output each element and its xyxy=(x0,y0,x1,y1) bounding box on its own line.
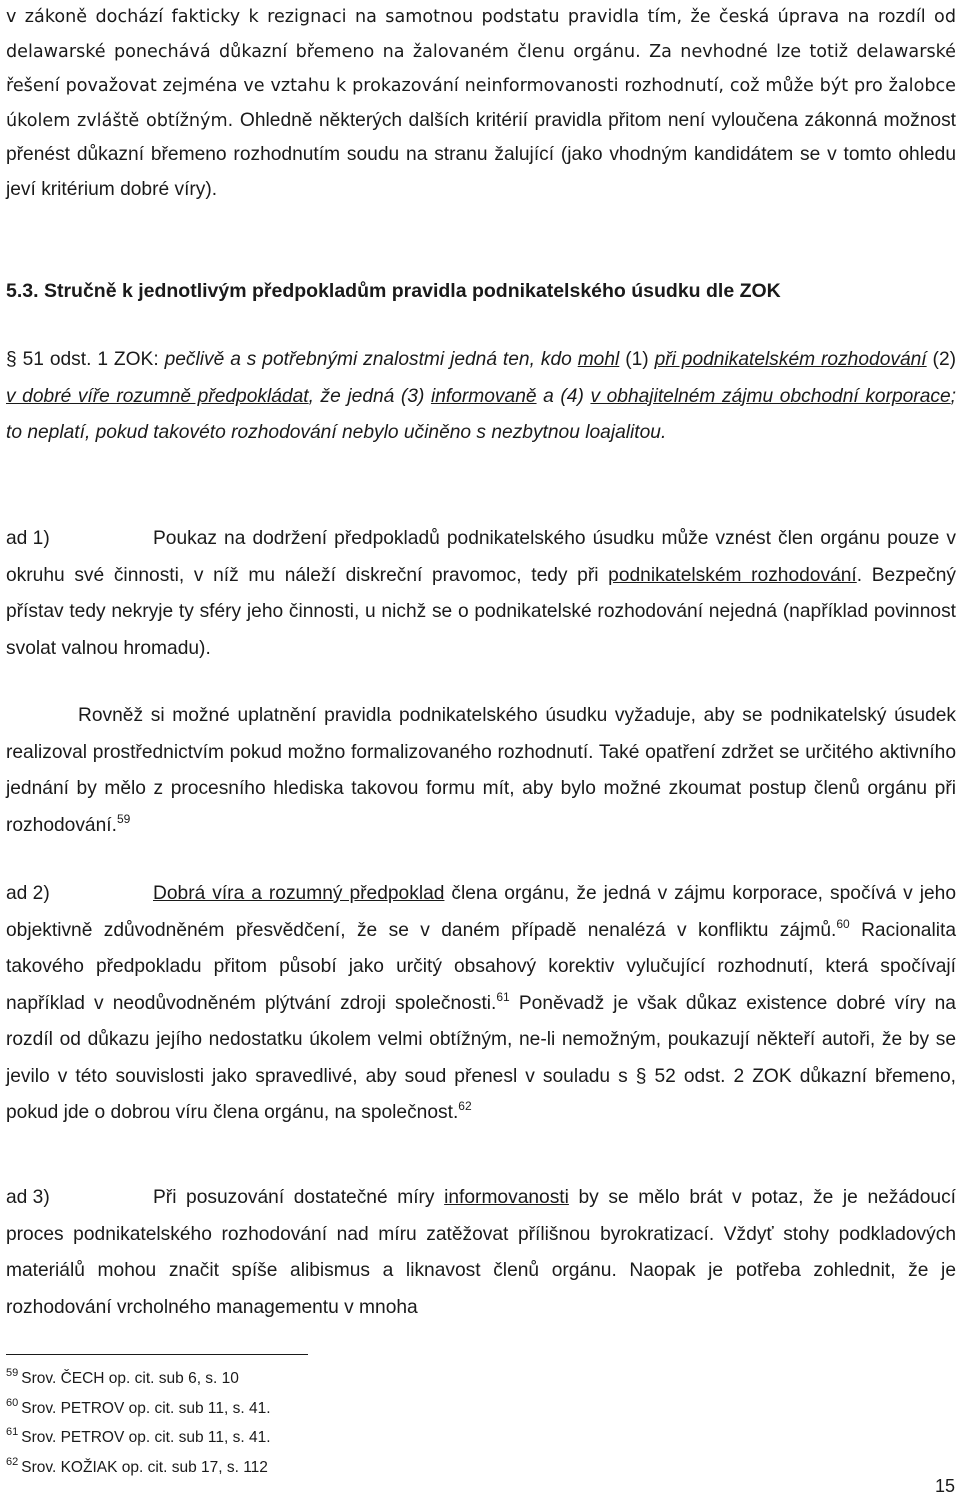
ad3-text-2: by se mělo brát v potaz, že je nežádoucí proces podnikatelského rozhodování nad míru zatěžovat přílišnou byrokratizací. Vždyť stohy podkladových materiálů mohou značit spíše alibismus a liknavost členů orgánu. Naopak je potřeba zohlednit, že je rozhodování vrcholného managementu v mnoha xyxy=(6,1187,956,1318)
footnote-text: Srov. ČECH op. cit. sub 6, s. 10 xyxy=(21,1370,239,1387)
rule-criterion-2: v dobré víře rozumně předpokládat xyxy=(6,385,309,407)
rule-text-2: , že jedná (3) xyxy=(308,385,431,407)
footnote-61 xyxy=(6,1423,606,1453)
footnote-ref-60[interactable]: 60 xyxy=(836,916,850,931)
rule-ref: § 51 odst. 1 ZOK: xyxy=(6,349,165,370)
footnote-number: 60 xyxy=(6,1396,19,1409)
ad2-text-3: Poněvadž je však důkaz existence dobré víry na rozdíl od důkazu jejího nedostatku úkolem velmi obtížným, ne-li nemožným, poukazují někteří autoři, že by se jevilo v této souvislosti jako spravedlivé, aby soud přenesl v souladu s § 52 odst. 2 ZOK důkazní břemeno, pokud jde o dobrou víru člena orgánu, na společnost. xyxy=(6,992,956,1123)
intro-text-1: v zákoně dochází fakticky k rezignaci na samotnou podstatu pravidla tím, že česká úprava na rozdíl od delawarské ponechává důkazní břemeno na žalovaném členu orgánu. Za nevhodné lze totiž delawarské řešení považovat zejména ve vztahu k prokazování neinformovanosti rozhodnutí, což může být pro žalobce úkolem zvláště obtížným. xyxy=(6,7,956,131)
rule-num-4: a (4) xyxy=(536,385,591,407)
paragraph-intro xyxy=(6,0,956,207)
paragraph-ad3 xyxy=(6,1180,956,1326)
footnote-ref-62[interactable]: 62 xyxy=(458,1099,472,1113)
footnote-number: 59 xyxy=(6,1367,19,1379)
paragraph-form xyxy=(6,698,956,844)
ad1-text-2: . Bezpečný přístav tedy nekryje ty sféry jeho činnosti, u nichž se o podnikatelské rozhodování nejedná (například povinnost svolat valnou hromadu). xyxy=(6,564,957,659)
paragraph-rule xyxy=(6,342,956,452)
footnote-ref-61[interactable]: 61 xyxy=(496,989,510,1004)
ad2-text-1: člena orgánu, že jedná v zájmu korporace, spočívá v jeho objektivně zdůvodněném přesvědčení, že se v daném případě nenalézá v konfliktu zájmů. xyxy=(6,883,956,941)
form-text: Rovněž si možné uplatnění pravidla podnikatelského úsudku vyžaduje, aby se podnikatelský úsudek realizoval prostřednictvím pokud možno formalizovaného rozhodnutí. Také opatření zdržet se určitého aktivního jednání by mělo z procesního hlediska takovou formu mít, aby bylo možné zkoumat postup členů orgánu při rozhodování. xyxy=(6,705,956,836)
intro-text-2: Ohledně některých dalších kritérií pravidla přitom není vyloučena zákonná možnost přenést důkazní břemeno rozhodnutím soudu na stranu žalující (jako vhodným kandidátem se v tomto ohledu jeví kritérium dobré víry). xyxy=(6,109,957,200)
paragraph-ad1 xyxy=(6,521,956,667)
footnote-text: Srov. KOŽIAK op. cit. sub 17, s. 112 xyxy=(21,1458,268,1476)
footnote-list xyxy=(6,1364,606,1482)
rule-text-3: ; to neplatí, pokud takovéto rozhodování nebylo učiněno s nezbytnou loajalitou. xyxy=(6,385,956,443)
footnote-62 xyxy=(6,1453,606,1483)
rule-mohl: mohl xyxy=(577,349,620,370)
rule-criterion-4: v obhajitelném zájmu obchodní korporace xyxy=(590,385,951,407)
section-heading: 5.3. Stručně k jednotlivým předpokladům pravidla podnikatelského úsudku dle ZOK xyxy=(6,280,781,302)
footnote-ref-59[interactable]: 59 xyxy=(116,811,131,826)
footnote-text: Srov. PETROV op. cit. sub 11, s. 41. xyxy=(21,1429,271,1446)
ad1-text-1: Poukaz na dodržení předpokladů podnikatelského úsudku může vznést člen orgánu pouze v okruhu své činnosti, v níž mu náleží diskreční pravomoc, tedy při xyxy=(6,528,956,586)
ad3-underlined: informovanosti xyxy=(444,1187,569,1208)
paragraph-ad2 xyxy=(6,876,956,1132)
rule-criterion-3: informovaně xyxy=(430,385,537,407)
footnote-text: Srov. PETROV op. cit. sub 11, s. 41. xyxy=(21,1399,271,1417)
footnote-number: 62 xyxy=(6,1455,19,1468)
rule-text-1: pečlivě a s potřebnými znalostmi jedná ten, kdo xyxy=(164,349,578,370)
ad2-underlined: Dobrá víra a rozumný předpoklad xyxy=(153,883,445,904)
footnote-divider xyxy=(6,1354,308,1355)
footnote-60 xyxy=(6,1394,606,1424)
ad3-text-1: Při posuzování dostatečné míry xyxy=(153,1187,445,1208)
footnote-number: 61 xyxy=(6,1426,19,1438)
rule-num-2: (2) xyxy=(926,349,956,370)
rule-num-1: (1) xyxy=(619,349,655,370)
rule-criterion-1: při podnikatelském rozhodování xyxy=(654,349,927,370)
page-number: 15 xyxy=(934,1476,955,1496)
ad2-label: ad 2) xyxy=(6,883,50,904)
ad1-underlined: podnikatelském rozhodování xyxy=(608,564,857,586)
ad2-text-2: Racionalita takového předpokladu přitom působí jako určitý obsahový korektiv vylučující rozhodnutí, která spočívají například v neodůvodněném plýtvání zdroji společnosti. xyxy=(6,919,957,1014)
ad1-label: ad 1) xyxy=(6,528,50,549)
ad3-label: ad 3) xyxy=(6,1187,50,1208)
footnote-59 xyxy=(6,1364,606,1394)
